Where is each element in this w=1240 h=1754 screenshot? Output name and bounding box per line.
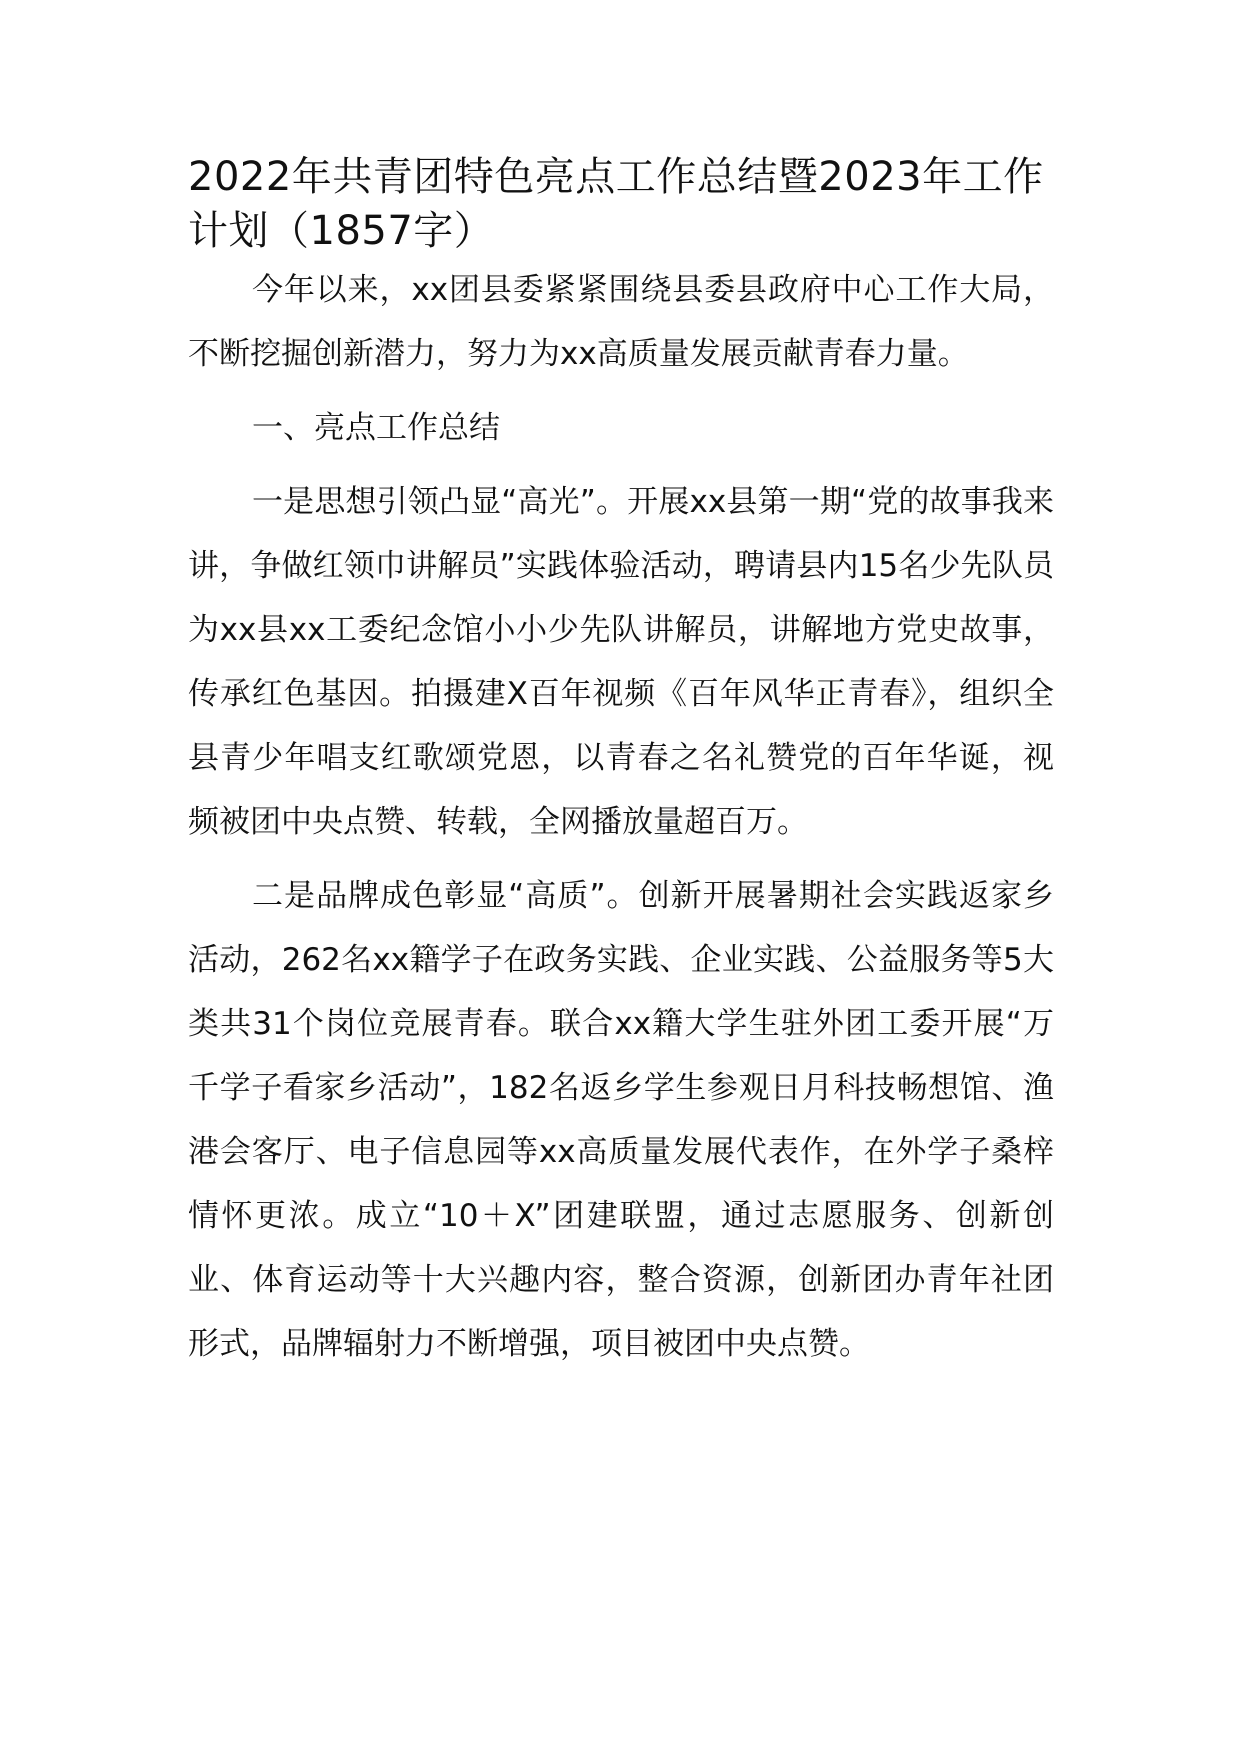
- document-page: [188, 150, 1054, 1376]
- document-title: 2022年共青团特色亮点工作总结暨2023年工作计划（1857字）: [188, 154, 1044, 254]
- point-one-paragraph: 一是思想引领凸显“高光”。开展xx县第一期“党的故事我来讲，争做红领巾讲解员”实践体验活动，聘请县内15名少先队员为xx县xx工委纪念馆小小少先队讲解员，讲解地方党史故事，传承红色基因。拍摄建X百年视频《百年风华正青春》，组织全县青少年唱支红歌颂党恩，以青春之名礼赞党的百年华诞，视频被团中央点赞、转载，全网播放量超百万。: [188, 484, 1054, 840]
- intro-paragraph: 今年以来，xx团县委紧紧围绕县委县政府中心工作大局，不断挖掘创新潜力，努力为xx高质量发展贡献青春力量。: [188, 272, 1054, 372]
- point-two-paragraph: 二是品牌成色彰显“高质”。创新开展暑期社会实践返家乡活动，262名xx籍学子在政务实践、企业实践、公益服务等5大类共31个岗位竞展青春。联合xx籍大学生驻外团工委开展“万千学子看家乡活动”，182名返乡学生参观日月科技畅想馆、渔港会客厅、电子信息园等xx高质量发展代表作，在外学子桑梓情怀更浓。成立“10＋X”团建联盟，通过志愿服务、创新创业、体育运动等十大兴趣内容，整合资源，创新团办青年社团形式，品牌辐射力不断增强，项目被团中央点赞。: [188, 878, 1054, 1362]
- section-heading: 一、亮点工作总结: [252, 410, 500, 446]
